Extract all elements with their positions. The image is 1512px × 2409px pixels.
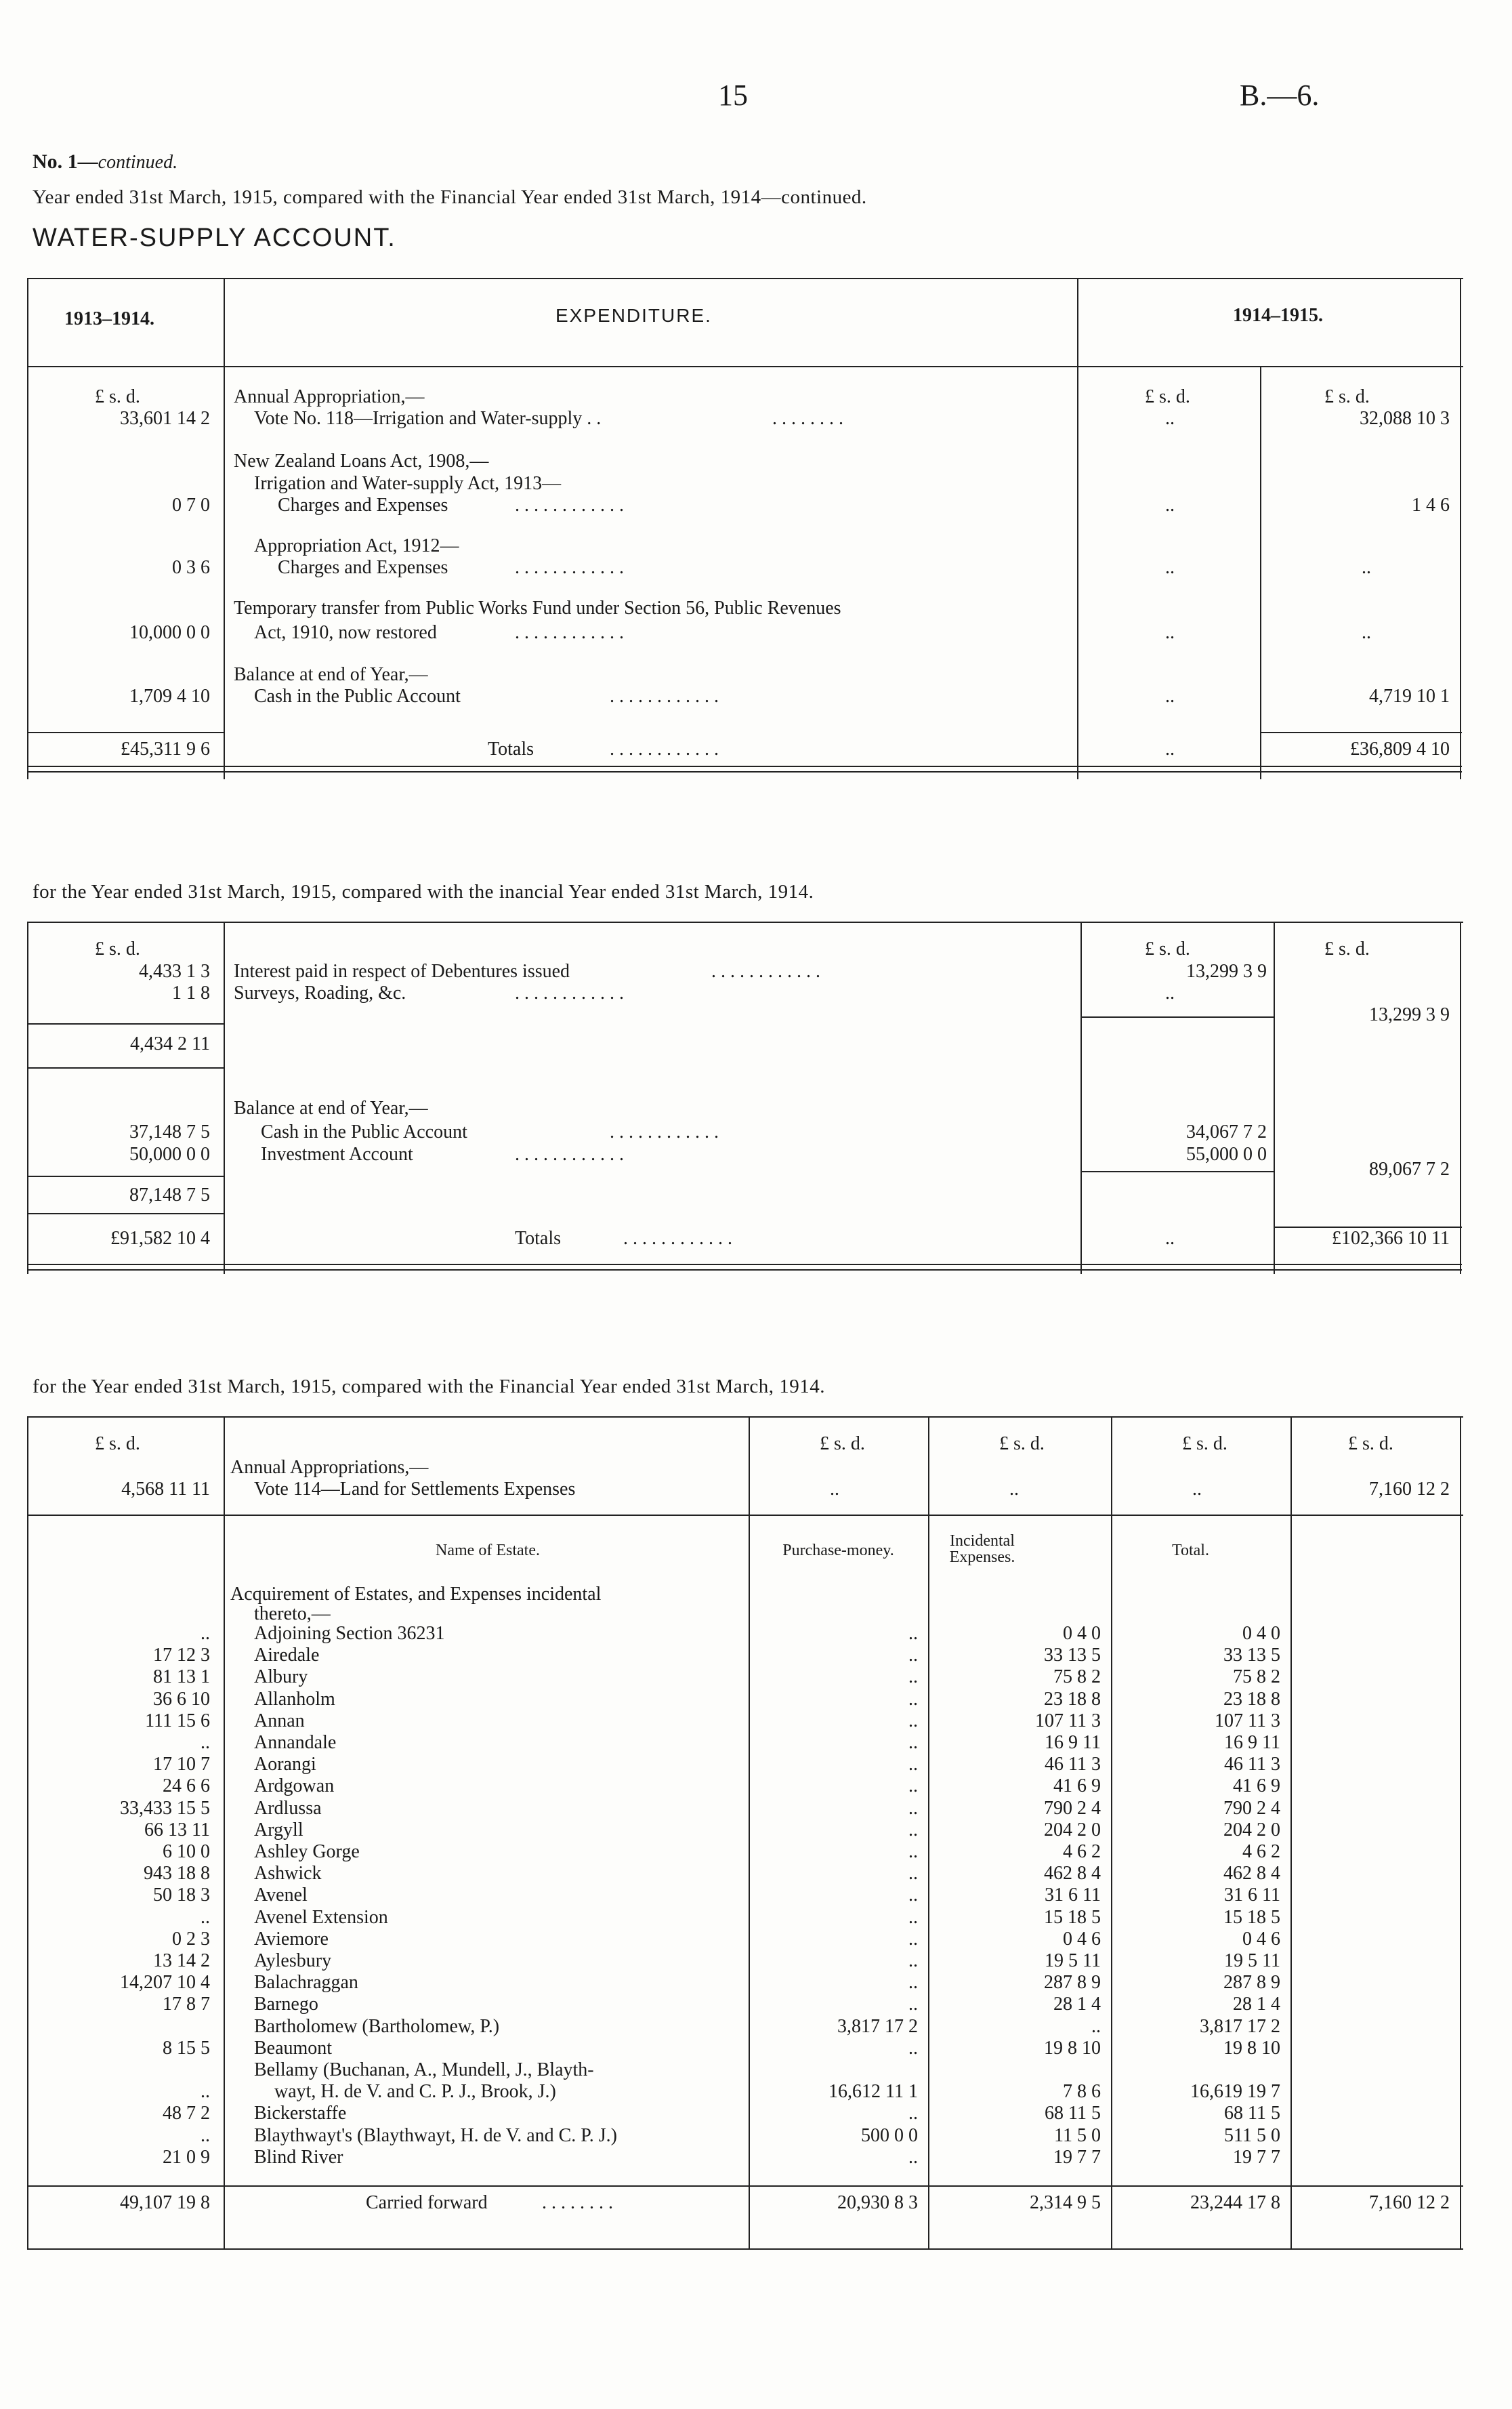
estate-total: 16 9 11 (1224, 1732, 1280, 1753)
cash-left: 37,148 7 5 (129, 1121, 210, 1142)
water-row-right: 4,719 10 1 (1369, 686, 1450, 707)
currency-header-left: £ s. d. (95, 939, 140, 960)
col-header-name-of-estate: Name of Estate. (436, 1542, 540, 1559)
acquirement-label-cont: thereto,— (254, 1603, 331, 1624)
estate-name: Ashwick (254, 1863, 322, 1884)
water-row-label: New Zealand Loans Act, 1908,— (234, 451, 489, 472)
acquirement-label: Acquirement of Estates, and Expenses incidental (230, 1584, 602, 1605)
water-total-right: £36,809 4 10 (1350, 739, 1450, 760)
estate-total: 46 11 3 (1224, 1754, 1280, 1775)
document-reference: B.—6. (1240, 79, 1320, 112)
estate-purchase-money: 16,612 11 1 (828, 2081, 918, 2102)
currency-header-ie: £ s. d. (999, 1433, 1045, 1454)
estate-left: 111 15 6 (145, 1710, 210, 1731)
water-row-right: 32,088 10 3 (1360, 408, 1450, 429)
estate-total: 19 7 7 (1233, 2147, 1280, 2168)
estate-purchase-money: .. (908, 1907, 918, 1928)
estate-purchase-money: .. (908, 1929, 918, 1950)
estate-left: 66 13 11 (144, 1819, 210, 1840)
estate-left: .. (201, 1623, 210, 1644)
second-row-mid: 13,299 3 9 (1186, 961, 1267, 982)
second-row-label: Interest paid in respect of Debentures issued (234, 961, 570, 982)
appropriations-pm: .. (830, 1479, 839, 1500)
water-row-mid: .. (1165, 495, 1175, 516)
estate-purchase-money: .. (908, 1623, 918, 1644)
estate-purchase-money: .. (908, 1689, 918, 1710)
currency-header-right: £ s. d. (1348, 1433, 1393, 1454)
estate-incidental: 462 8 4 (1044, 1863, 1101, 1884)
estate-name: Adjoining Section 36231 (254, 1623, 445, 1644)
estate-total: 31 6 11 (1224, 1885, 1280, 1906)
estate-incidental: 46 11 3 (1045, 1754, 1101, 1775)
estate-name: Ardgowan (254, 1775, 335, 1796)
estate-total: 3,817 17 2 (1200, 2016, 1280, 2037)
appropriations-ie: .. (1009, 1479, 1019, 1500)
leader-dots: . . . . . . . . . . . . (623, 1228, 732, 1249)
leader-dots: . . . . . . . . . . . . (515, 495, 624, 516)
second-subtotal-left: 4,434 2 11 (130, 1033, 210, 1054)
estate-purchase-money: .. (908, 2147, 918, 2168)
estate-purchase-money: .. (908, 1994, 918, 2015)
balance-label: Balance at end of Year,— (234, 1098, 428, 1119)
estate-incidental: 7 8 6 (1063, 2081, 1101, 2102)
estate-purchase-money: .. (908, 1798, 918, 1819)
estate-name: Airedale (254, 1645, 320, 1666)
estate-purchase-money: .. (908, 1666, 918, 1687)
estate-left: 943 18 8 (144, 1863, 210, 1884)
second-subtotal2-left: 87,148 7 5 (129, 1185, 210, 1206)
estate-name: Blind River (254, 2147, 343, 2168)
estate-total: 4 6 2 (1242, 1841, 1280, 1862)
col-header-expenditure: EXPENDITURE. (555, 305, 712, 326)
estate-total: 28 1 4 (1233, 1994, 1280, 2015)
estate-incidental: 287 8 9 (1044, 1972, 1101, 1993)
water-row-mid: .. (1165, 408, 1175, 429)
estate-total: 75 8 2 (1233, 1666, 1280, 1687)
estate-total: 287 8 9 (1223, 1972, 1280, 1993)
estate-incidental: 11 5 0 (1054, 2125, 1101, 2146)
leader-dots: . . . . . . . . . . . . (515, 622, 624, 643)
water-row-mid: .. (1165, 557, 1175, 578)
estate-name: Blaythwayt's (Blaythwayt, H. de V. and C. P. J.) (254, 2125, 617, 2146)
estate-incidental: 15 18 5 (1044, 1907, 1101, 1928)
second-row-mid: .. (1165, 983, 1175, 1004)
leader-dots: . . . . . . . . (772, 408, 843, 429)
estate-name: Barnego (254, 1994, 318, 2015)
estate-total: 41 6 9 (1233, 1775, 1280, 1796)
water-row-sublabel: Cash in the Public Account (254, 686, 461, 707)
appropriations-right: 7,160 12 2 (1369, 1479, 1450, 1500)
water-row-label: Balance at end of Year,— (234, 664, 428, 685)
estate-purchase-money: .. (908, 1732, 918, 1753)
estate-name: Albury (254, 1666, 308, 1687)
second-totals-label: Totals (515, 1228, 562, 1249)
estate-purchase-money: .. (908, 1645, 918, 1666)
water-row-sublabel: Irrigation and Water-supply Act, 1913— (254, 473, 562, 494)
carried-forward-pm: 20,930 8 3 (837, 2192, 918, 2213)
estate-left: .. (201, 2081, 210, 2102)
water-total-left: £45,311 9 6 (121, 739, 210, 760)
estate-left: 33,433 15 5 (120, 1798, 210, 1819)
estate-left: 13 14 2 (153, 1950, 210, 1971)
water-row-label: Annual Appropriation,— (234, 386, 425, 407)
currency-header-left: £ s. d. (95, 1433, 140, 1454)
col-header-purchase-money: Purchase-money. (782, 1542, 894, 1559)
estate-incidental: 31 6 11 (1045, 1885, 1101, 1906)
water-row-mid: .. (1165, 622, 1175, 643)
estate-left: 17 10 7 (153, 1754, 210, 1775)
water-row-left: 0 7 0 (172, 495, 210, 516)
estate-left: 17 12 3 (153, 1645, 210, 1666)
section-heading-3: for the Year ended 31st March, 1915, compared with the Financial Year ended 31st March, 1914. (33, 1376, 825, 1397)
estate-total: 19 8 10 (1223, 2038, 1280, 2059)
currency-header-mid: £ s. d. (1145, 386, 1190, 407)
col-header-1913: 1913–1914. (64, 308, 154, 329)
leader-dots: . . . . . . . . . . . . (610, 739, 719, 760)
estate-left: 0 2 3 (172, 1929, 210, 1950)
cash-label: Cash in the Public Account (261, 1121, 467, 1142)
estate-name: Bickerstaffe (254, 2103, 347, 2124)
estate-total: 0 4 6 (1242, 1929, 1280, 1950)
estate-name: Annan (254, 1710, 305, 1731)
estate-purchase-money: .. (908, 2103, 918, 2124)
estate-left: 17 8 7 (163, 1994, 210, 2015)
estate-name: Allanholm (254, 1689, 335, 1710)
continued-label: No. 1— (33, 150, 98, 173)
col-header-total: Total. (1172, 1542, 1209, 1559)
estate-total: 16,619 19 7 (1190, 2081, 1280, 2102)
estate-incidental: 68 11 5 (1045, 2103, 1101, 2124)
water-row-sublabel: Act, 1910, now restored (254, 622, 437, 643)
continued-heading (33, 150, 177, 173)
estate-left: 6 10 0 (163, 1841, 210, 1862)
estate-total: 68 11 5 (1224, 2103, 1280, 2124)
estate-purchase-money: .. (908, 1775, 918, 1796)
carried-forward-right: 7,160 12 2 (1369, 2192, 1450, 2213)
estate-incidental: 0 4 6 (1063, 1929, 1101, 1950)
estate-incidental: 19 7 7 (1053, 2147, 1101, 2168)
estate-total: 511 5 0 (1224, 2125, 1280, 2146)
currency-header-right: £ s. d. (1324, 939, 1370, 960)
second-subtotal-right: 13,299 3 9 (1369, 1004, 1450, 1025)
estate-name: Bellamy (Buchanan, A., Mundell, J., Blayth- (254, 2059, 594, 2080)
estate-left: 21 0 9 (163, 2147, 210, 2168)
water-total-mid: .. (1165, 739, 1175, 760)
investment-left: 50,000 0 0 (129, 1144, 210, 1165)
second-row-label: Surveys, Roading, &c. (234, 983, 406, 1004)
estate-left: 8 15 5 (163, 2038, 210, 2059)
estate-left: 36 6 10 (153, 1689, 210, 1710)
estate-name: Aorangi (254, 1754, 316, 1775)
estate-total: 33 13 5 (1223, 1645, 1280, 1666)
estate-left: 50 18 3 (153, 1885, 210, 1906)
water-row-right: .. (1362, 557, 1371, 578)
section-heading-2: for the Year ended 31st March, 1915, compared with the inancial Year ended 31st March, 1914. (33, 881, 814, 903)
continued-italic: continued. (98, 152, 178, 173)
water-totals-label: Totals (488, 739, 534, 760)
leader-dots: . . . . . . . . . . . . (515, 983, 624, 1004)
water-row-sublabel: Vote No. 118—Irrigation and Water-supply . . (254, 408, 602, 429)
estate-incidental: .. (1091, 2016, 1101, 2037)
estate-purchase-money: .. (908, 1863, 918, 1884)
water-row-label: Appropriation Act, 1912— (254, 535, 459, 556)
estate-name: Aviemore (254, 1929, 329, 1950)
estate-incidental: 107 11 3 (1035, 1710, 1101, 1731)
estate-purchase-money: .. (908, 1950, 918, 1971)
estate-incidental: 204 2 0 (1044, 1819, 1101, 1840)
estate-incidental: 4 6 2 (1063, 1841, 1101, 1862)
water-row-mid: .. (1165, 686, 1175, 707)
estate-total: 15 18 5 (1223, 1907, 1280, 1928)
estate-name-cont: wayt, H. de V. and C. P. J., Brook, J.) (274, 2081, 556, 2102)
currency-header-mid: £ s. d. (1145, 939, 1190, 960)
account-title: WATER-SUPPLY ACCOUNT. (33, 224, 396, 252)
investment-label: Investment Account (261, 1144, 413, 1165)
estate-name: Balachraggan (254, 1972, 358, 1993)
cash-mid: 34,067 7 2 (1186, 1121, 1267, 1142)
carried-forward-left: 49,107 19 8 (120, 2192, 210, 2213)
estate-name: Argyll (254, 1819, 303, 1840)
estate-total: 19 5 11 (1224, 1950, 1280, 1971)
water-row-label: Temporary transfer from Public Works Fund under Section 56, Public Revenues (234, 598, 841, 619)
estate-incidental: 19 5 11 (1045, 1950, 1101, 1971)
leader-dots: . . . . . . . . . . . . (515, 1144, 624, 1165)
currency-header-right: £ s. d. (1324, 386, 1370, 407)
estate-purchase-money: 500 0 0 (861, 2125, 918, 2146)
leader-dots: . . . . . . . . (542, 2192, 613, 2213)
leader-dots: . . . . . . . . . . . . (711, 961, 820, 982)
estate-name: Avenel (254, 1885, 308, 1906)
appropriations-sub: Vote 114—Land for Settlements Expenses (254, 1479, 576, 1500)
estate-purchase-money: .. (908, 1841, 918, 1862)
water-row-sublabel: Charges and Expenses (278, 557, 448, 578)
estate-incidental: 790 2 4 (1044, 1798, 1101, 1819)
estate-left: 81 13 1 (153, 1666, 210, 1687)
estate-purchase-money: .. (908, 1754, 918, 1775)
estate-purchase-money: .. (908, 1885, 918, 1906)
estate-incidental: 33 13 5 (1044, 1645, 1101, 1666)
second-subtotal2-right: 89,067 7 2 (1369, 1159, 1450, 1180)
water-row-sublabel: Charges and Expenses (278, 495, 448, 516)
estate-incidental: 41 6 9 (1053, 1775, 1101, 1796)
estate-purchase-money: .. (908, 1972, 918, 1993)
leader-dots: . . . . . . . . . . . . (610, 686, 719, 707)
estate-incidental: 28 1 4 (1053, 1994, 1101, 2015)
estate-incidental: 16 9 11 (1045, 1732, 1101, 1753)
estate-name: Avenel Extension (254, 1907, 388, 1928)
currency-header-tot: £ s. d. (1182, 1433, 1227, 1454)
section-subtitle: Year ended 31st March, 1915, compared with the Financial Year ended 31st March, 1914—continued. (33, 186, 867, 208)
estate-purchase-money: .. (908, 1819, 918, 1840)
estate-left: .. (201, 1732, 210, 1753)
estate-name: Aylesbury (254, 1950, 332, 1971)
estate-total: 0 4 0 (1242, 1623, 1280, 1644)
investment-mid: 55,000 0 0 (1186, 1144, 1267, 1165)
col-header-1914: 1914–1915. (1233, 305, 1323, 326)
estate-left: .. (201, 1907, 210, 1928)
water-row-left: 1,709 4 10 (129, 686, 210, 707)
appropriations-left: 4,568 11 11 (121, 1479, 210, 1500)
water-row-left: 10,000 0 0 (129, 622, 210, 643)
estate-left: 48 7 2 (163, 2103, 210, 2124)
leader-dots: . . . . . . . . . . . . (515, 557, 624, 578)
estate-purchase-money: .. (908, 1710, 918, 1731)
estate-left: 24 6 6 (163, 1775, 210, 1796)
estate-total: 107 11 3 (1215, 1710, 1280, 1731)
estate-left: 14,207 10 4 (120, 1972, 210, 1993)
estate-total: 204 2 0 (1223, 1819, 1280, 1840)
estate-name: Beaumont (254, 2038, 333, 2059)
currency-header-left: £ s. d. (95, 386, 140, 407)
water-row-left: 33,601 14 2 (120, 408, 210, 429)
second-row-left: 1 1 8 (172, 983, 210, 1004)
estate-purchase-money: 3,817 17 2 (837, 2016, 918, 2037)
estate-name: Ardlussa (254, 1798, 322, 1819)
estate-total: 462 8 4 (1223, 1863, 1280, 1884)
second-total-left: £91,582 10 4 (110, 1228, 210, 1249)
second-total-right: £102,366 10 11 (1332, 1228, 1450, 1249)
second-total-mid: .. (1165, 1228, 1175, 1249)
leader-dots: . . . . . . . . . . . . (610, 1121, 719, 1142)
estate-incidental: 75 8 2 (1053, 1666, 1101, 1687)
col-header-incidental-expenses: Incidental Expenses. (949, 1532, 1015, 1566)
estate-name: Annandale (254, 1732, 337, 1753)
estate-incidental: 23 18 8 (1044, 1689, 1101, 1710)
estate-name: Ashley Gorge (254, 1841, 360, 1862)
water-row-left: 0 3 6 (172, 557, 210, 578)
estate-left: .. (201, 2125, 210, 2146)
carried-forward-ie: 2,314 9 5 (1030, 2192, 1101, 2213)
appropriations-tot: .. (1192, 1479, 1202, 1500)
carried-forward-label: Carried forward (366, 2192, 488, 2213)
estate-incidental: 19 8 10 (1044, 2038, 1101, 2059)
estate-total: 23 18 8 (1223, 1689, 1280, 1710)
estate-purchase-money: .. (908, 2038, 918, 2059)
estate-name: Bartholomew (Bartholomew, P.) (254, 2016, 500, 2037)
water-row-right: 1 4 6 (1412, 495, 1450, 516)
currency-header-pm: £ s. d. (820, 1433, 865, 1454)
estate-total: 790 2 4 (1223, 1798, 1280, 1819)
page-number: 15 (718, 79, 748, 112)
water-row-right: .. (1362, 622, 1371, 643)
appropriations-label: Annual Appropriations,— (230, 1457, 429, 1478)
estate-incidental: 0 4 0 (1063, 1623, 1101, 1644)
carried-forward-tot: 23,244 17 8 (1190, 2192, 1280, 2213)
second-row-left: 4,433 1 3 (139, 961, 210, 982)
